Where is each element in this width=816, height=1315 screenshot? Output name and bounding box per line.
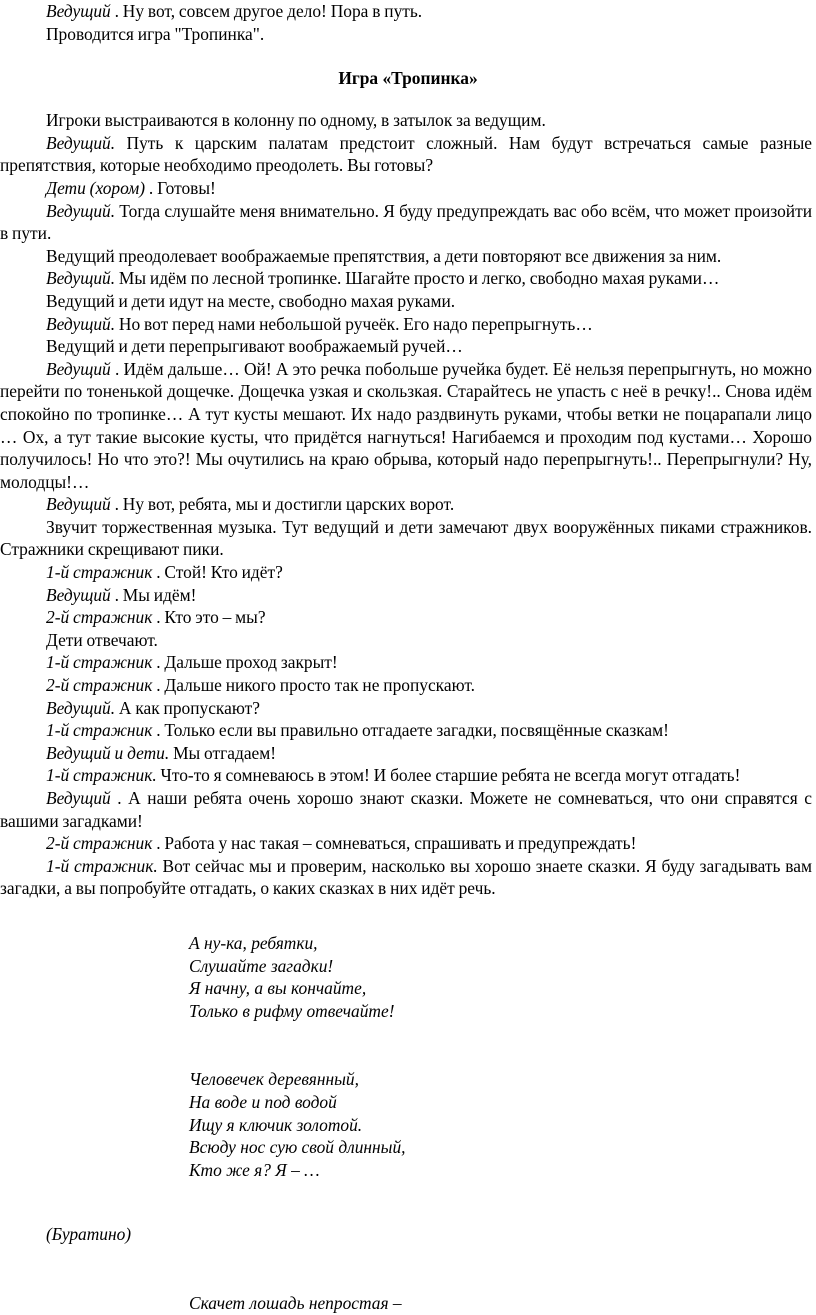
paragraph-text: Мы отгадаем! (169, 742, 277, 763)
paragraph-text: . Мы идём! (110, 584, 197, 605)
paragraph-text: . Идём дальше… Ой! А это речка побольше ручейка будет. Её нельзя перепрыгнуть, но можно перейти по тоненькой дощечке. Дощечка узкая и скользкая. Старайтесь не упасть с неё в речку!.. Снова идём спокойно по тропинке… А тут кусты мешают. Их надо раздвинуть руками, чтобы ветки не поцарапали лицо … Ох, а тут такие высокие кусты, что придётся нагнуться! Нагибаемся и проходим под кустами… Хорошо получилось! Но что это?! Мы очутились на краю обрыва, который надо перепрыгнуть!.. Перепрыгнули? Ну, молодцы!… (0, 358, 812, 492)
poem-stanza (0, 1068, 816, 1181)
speaker-name: 1-й стражник. (46, 765, 157, 786)
paragraph-text: . Готовы! (145, 177, 216, 198)
paragraph (0, 290, 816, 313)
poem-line: Ищу я ключик золотой. (189, 1114, 363, 1135)
speaker-name: 1-й стражник (46, 652, 153, 673)
paragraph (0, 561, 816, 584)
speaker-name: Дети (хором) (46, 177, 146, 198)
paragraph (0, 516, 816, 561)
spacer (0, 900, 816, 932)
spacer (0, 1246, 816, 1292)
paragraph-text: Что-то я сомневаюсь в этом! И более старшие ребята не всегда могут отгадать! (156, 765, 741, 786)
speaker-name: Ведущий (46, 788, 111, 808)
paragraph-text: Проводится игра "Тропинка". (46, 23, 265, 44)
paragraph-text: Но вот перед нами небольшой ручеёк. Его надо перепрыгнуть… (115, 313, 593, 334)
poem-stanza (0, 1292, 816, 1315)
poem-line: Только в рифму отвечайте! (189, 1000, 395, 1021)
paragraph (0, 584, 816, 607)
paragraph (0, 245, 816, 268)
paragraph-text: . Работа у нас такая – сомневаться, спрашивать и предупреждать! (152, 833, 637, 854)
speaker-name: Ведущий (46, 1, 111, 21)
paragraph (0, 651, 816, 674)
paragraph (0, 606, 816, 629)
paragraph-text: . Дальше проход закрыт! (152, 652, 338, 673)
speaker-name: Ведущий. (46, 132, 116, 153)
paragraph (0, 719, 816, 742)
paragraph (0, 697, 816, 720)
poem-line: А ну-ка, ребятки, (189, 932, 318, 953)
paragraph (0, 23, 816, 46)
paragraph (0, 313, 816, 336)
paragraph-text: Игроки выстраиваются в колонну по одному, в затылок за ведущим. (46, 110, 546, 131)
speaker-name: Ведущий (46, 584, 111, 605)
speaker-name: Ведущий. (46, 268, 116, 289)
speaker-name: Ведущий. (46, 697, 116, 718)
speaker-name: 1-й стражник (46, 720, 153, 741)
paragraph-text: Звучит торжественная музыка. Тут ведущий и дети замечают двух вооружённых пиками стражников. Стражники скрещивают пики. (0, 516, 812, 560)
speaker-name: 2-й стражник (46, 675, 153, 696)
paragraph-text: Ведущий и дети перепрыгивают воображаемый ручей… (46, 336, 463, 357)
paragraph-text: Дети отвечают. (46, 629, 158, 650)
poem-stanza (0, 932, 816, 1022)
paragraph-text: . Только если вы правильно отгадаете загадки, посвящённые сказкам! (152, 720, 669, 741)
paragraph (0, 200, 816, 245)
paragraph-text: Тогда слушайте меня внимательно. Я буду предупреждать вас обо всём, что может произойти в пути. (0, 200, 812, 244)
paragraph (0, 742, 816, 765)
paragraph (0, 335, 816, 358)
speaker-name: Ведущий. (46, 313, 116, 334)
paragraph-text: Вот сейчас мы и проверим, насколько вы хорошо знаете сказки. Я буду загадывать вам загадки, а вы попробуйте отгадать, о каких сказках в них идёт речь. (0, 855, 812, 899)
riddle-answer: (Буратино) (46, 1224, 132, 1245)
poem-line: Я начну, а вы кончайте, (189, 978, 367, 999)
section-title: Игра «Тропинка» (338, 68, 478, 89)
speaker-name: 2-й стражник (46, 833, 153, 854)
paragraph-text: Ведущий и дети идут на месте, свободно махая руками. (46, 290, 456, 311)
paragraph-text: Мы идём по лесной тропинке. Шагайте просто и легко, свободно махая руками… (115, 268, 720, 289)
paragraph (0, 358, 816, 494)
poem-line: Человечек деревянный, (189, 1069, 359, 1090)
paragraph (0, 0, 816, 23)
paragraph-text: . А наши ребята очень хорошо знают сказки. Можете не сомневаться, что они справятся с вашими загадками! (0, 788, 812, 831)
paragraph-text: . Стой! Кто идёт? (152, 562, 283, 583)
paragraph (0, 629, 816, 652)
paragraph (0, 267, 816, 290)
paragraph (0, 787, 816, 832)
speaker-name: Ведущий (46, 494, 111, 515)
paragraph-text: . Дальше никого просто так не пропускают. (152, 675, 475, 696)
paragraph (0, 832, 816, 855)
paragraph-text: Путь к царским палатам предстоит сложный. Нам будут встречаться самые разные препятствия, которые необходимо преодолеть. Вы готовы? (0, 132, 812, 176)
paragraph-text: . Ну вот, ребята, мы и достигли царских ворот. (110, 494, 455, 515)
poem-line: Кто же я? Я – … (189, 1159, 320, 1180)
paragraph-text: . Кто это – мы? (152, 607, 266, 628)
paragraph (0, 177, 816, 200)
speaker-name: 1-й стражник. (46, 855, 158, 876)
poem-line: На воде и под водой (189, 1091, 337, 1112)
speaker-name: 2-й стражник (46, 607, 153, 628)
paragraph-text: Ведущий преодолевает воображаемые препятствия, а дети повторяют все движения за ним. (46, 245, 722, 266)
paragraph (0, 493, 816, 516)
speaker-name: Ведущий и дети. (46, 742, 170, 763)
poem-line: Слушайте загадки! (189, 955, 334, 976)
paragraph-text: А как пропускают? (115, 697, 260, 718)
speaker-name: 1-й стражник (46, 562, 153, 583)
paragraph (0, 109, 816, 132)
poem-line: Всюду нос сую свой длинный, (189, 1137, 406, 1158)
paragraph-text: . Ну вот, совсем другое дело! Пора в путь. (110, 1, 423, 21)
paragraph (0, 674, 816, 697)
spacer (0, 1181, 816, 1223)
paragraph (0, 132, 816, 177)
spacer (0, 1022, 816, 1068)
paragraph (0, 855, 816, 900)
paragraph (0, 764, 816, 787)
speaker-name: Ведущий. (46, 200, 116, 221)
poem-line: Скачет лошадь непростая – (189, 1292, 402, 1313)
speaker-name: Ведущий (46, 358, 111, 379)
